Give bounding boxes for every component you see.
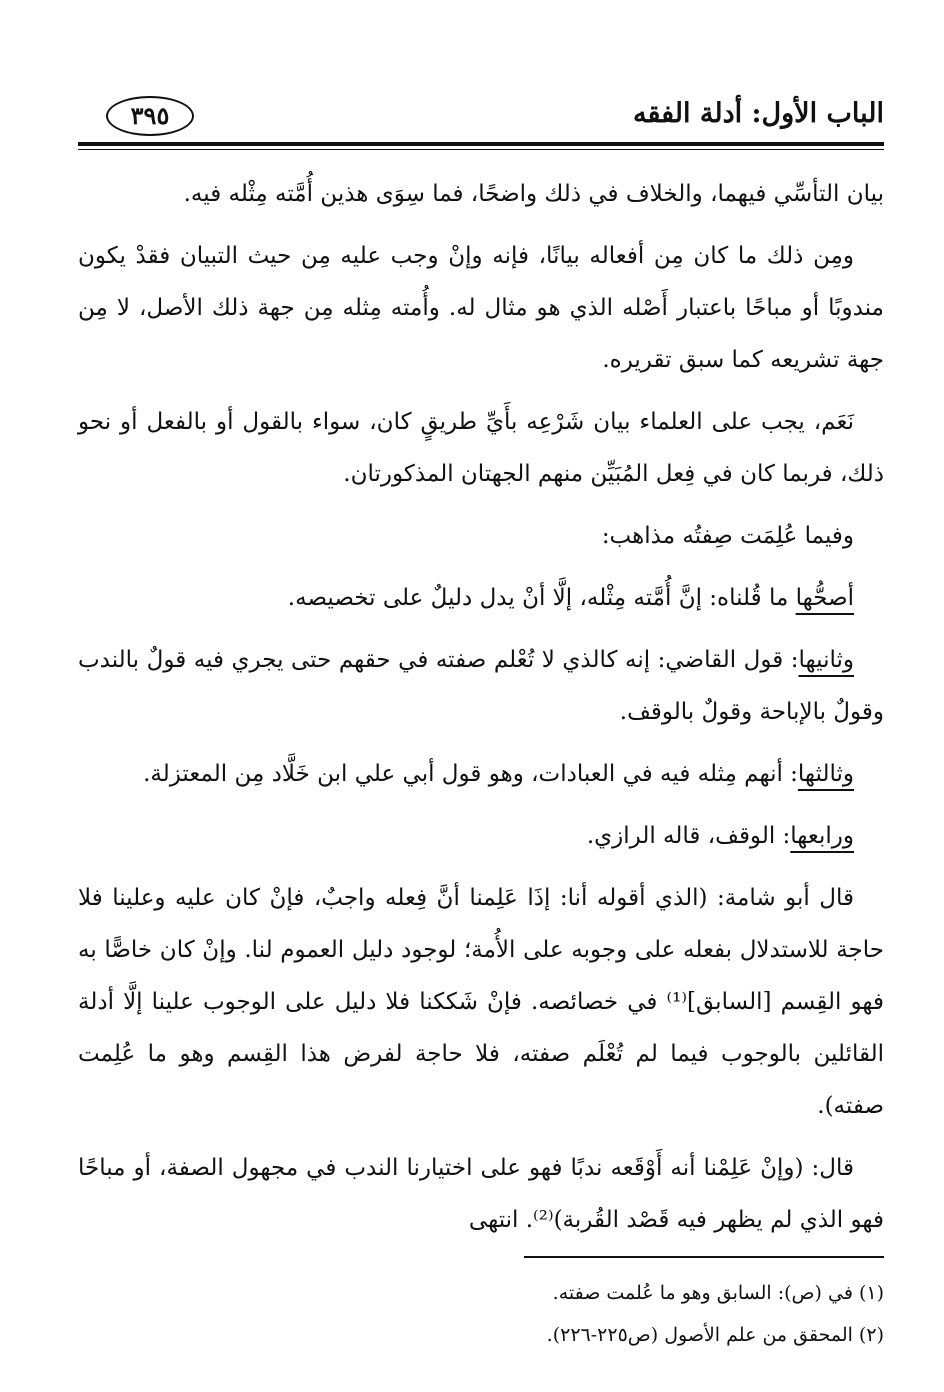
paragraph-5: [78, 572, 884, 624]
opinion-2-text: : قول القاضي: إنه كالذي لا تُعْلم صفته في حقهم حتى يجري فيه قولٌ بالندب وقولٌ بالإباحة وقولٌ بالوقف.: [78, 647, 884, 725]
footnote-2: (٢) المحقق من علم الأصول (ص٢٢٥-٢٢٦).: [546, 1324, 884, 1346]
page: [78, 92, 884, 1356]
opinion-1-text: ما قُلناه: إنَّ أُمَّته مِثْله، إلَّا أنْ يدل دليلٌ على تخصيصه.: [287, 585, 796, 611]
opinion-4-label: ورابعها: [790, 823, 854, 849]
paragraph-2: ومِن ذلك ما كان مِن أفعاله بيانًا، فإنه وإنْ وجب عليه مِن حيث التبيان فقدْ يكون مندوبًا أو مباحًا باعتبار أَصْله الذي هو مثال له. وأُمته مِثله مِن جهة ذلك الأصل، لا مِن جهة تشريعه كما سبق تقريره.: [78, 243, 884, 373]
footnotes: [78, 1272, 884, 1356]
header-rule-thin: [78, 149, 884, 150]
page-header: [78, 92, 884, 140]
paragraph-3: نَعَم، يجب على العلماء بيان شَرْعِه بأَيِّ طريقٍ كان، سواء بالقول أو بالفعل أو نحو ذلك، فربما كان في فِعل المُبَيِّن منهم الجهتان المذكورتان.: [78, 409, 884, 487]
paragraph-10: قال: (وإنْ عَلِمْنا أنه أَوْقَعه ندبًا فهو على اختيارنا الندب في مجهول الصفة، أو مباحًا فهو الذي لم يظهر فيه قَصْد القُربة)⁽²⁾. انتهى: [78, 1155, 884, 1233]
opinion-3-text: : أنهم مِثله فيه في العبادات، وهو قول أبي علي ابن خَلَّاد مِن المعتزلة.: [143, 761, 798, 787]
header-rule-thick: [78, 142, 884, 146]
paragraph-7: [78, 748, 884, 800]
paragraph-1: بيان التأسِّي فيهما، والخلاف في ذلك واضحًا، فما سِوَى هذين أُمَّته مِثْله فيه.: [183, 181, 884, 207]
paragraph-4: وفيما عُلِمَت صِفتُه مذاهب:: [601, 523, 854, 549]
paragraph-8: [78, 810, 884, 862]
footnote-1: (١) في (ص): السابق وهو ما عُلمت صفته.: [552, 1282, 884, 1304]
opinion-1-label: أصحُّها: [795, 585, 854, 611]
paragraph-9: قال أبو شامة: (الذي أقوله أنا: إذَا عَلِمنا أنَّ فِعله واجبٌ، فإنْ كان عليه وعلينا فلا حاجة للاستدلال بفعله على وجوبه على الأُمة؛ لوجود دليل العموم لنا. وإنْ كان خاصًّا به فهو القِسم [السابق]⁽¹⁾ في خصائصه. فإنْ شَككنا فلا دليل على الوجوب علينا إلَّا أدلة القائلين بالوجوب فيما لم تُعْلَم صفته، فلا حاجة لفرض هذا القِسم وهو ما عُلِمت صفته).: [78, 885, 885, 1119]
paragraph-6: [78, 634, 884, 738]
opinion-3-label: وثالثها: [797, 761, 854, 787]
page-number: ٣٩٥: [106, 96, 194, 136]
main-text: [78, 168, 884, 1246]
chapter-title: الباب الأول: أدلة الفقه: [633, 98, 884, 129]
footnote-separator: [524, 1256, 884, 1258]
opinion-4-text: : الوقف، قاله الرازي.: [586, 823, 791, 849]
opinion-2-label: وثانيها: [798, 647, 854, 673]
